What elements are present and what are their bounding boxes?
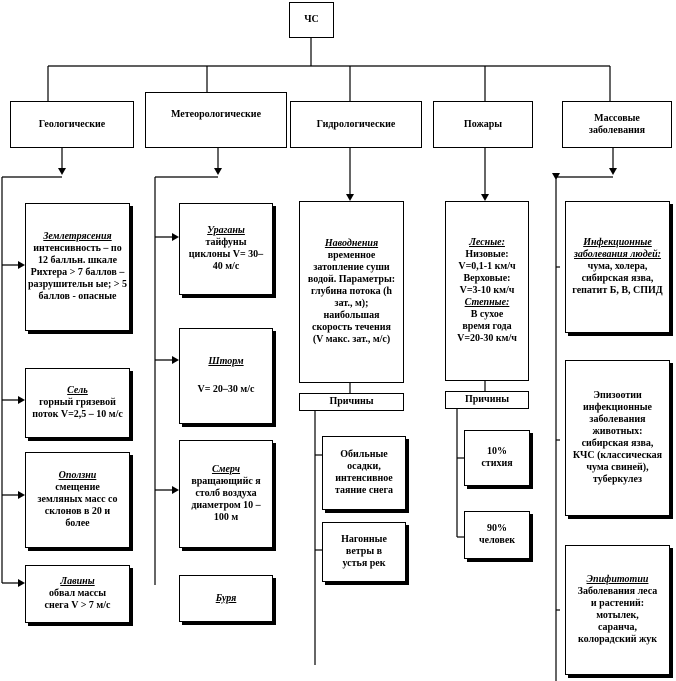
hurricane-box (179, 203, 273, 295)
human-infections-heading: Инфекционные заболевания людей: (574, 237, 661, 260)
steppe-fire-heading: Степные: (464, 297, 510, 308)
forest-top-speed: V=3-10 км/ч (459, 285, 515, 296)
earthquake-box (25, 203, 130, 331)
human-infections-text: чума, холера, сибирская язва, гепатит Б, В, СПИД (572, 261, 663, 296)
tempest-box (179, 575, 273, 622)
category-geological-label: Геологические (38, 118, 106, 130)
root-node (289, 2, 334, 38)
forest-low-label: Низовые: (465, 249, 509, 260)
flood-box (299, 201, 404, 383)
storm-text: V= 20–30 м/с (197, 384, 255, 395)
hydro-causes-label: Причины (329, 396, 374, 407)
landslide-heading: Оползни (58, 470, 97, 481)
tornado-box (179, 440, 273, 548)
category-fires-label: Пожары (463, 118, 503, 130)
animal-infections-text: Эпизоотии инфекционные заболевания животных: сибирская язва, КЧС (классическая чума свиней), туберкулез (572, 390, 663, 485)
category-epidemics-label: Массовые заболевания (588, 112, 646, 136)
earthquake-text: интенсивность – по 12 балльн. шкале Рихтера > 7 баллов – разрушительн ые; > 5 баллов - опасные (28, 243, 127, 302)
category-fires (433, 101, 533, 148)
landslide-box (25, 452, 130, 548)
fire-cause-nature (464, 430, 530, 486)
steppe-fire-text: В сухое время года V=20-30 км/ч (457, 309, 517, 344)
hydro-cause-precipitation (322, 436, 406, 510)
avalanche-heading: Лавины (60, 576, 95, 587)
tempest-heading: Буря (215, 592, 237, 604)
tornado-text: вращающийс я столб воздуха диаметром 10 – 100 м (191, 476, 261, 523)
fire-cause-human-text: 90% человек (478, 523, 516, 546)
hydro-cause-precipitation-text: Обильные осадки, интенсивное таяние снега (334, 449, 394, 496)
storm-heading: Шторм (208, 356, 244, 367)
fire-causes-box (445, 391, 529, 409)
avalanche-text: обвал массы снега V > 7 м/с (44, 588, 111, 611)
category-meteorological (145, 92, 287, 148)
fire-cause-human (464, 511, 530, 559)
hurricane-text: тайфуны циклоны V= 30–40 м/с (188, 237, 264, 272)
hydro-causes-box (299, 393, 404, 411)
category-hydrological-label: Гидрологические (316, 118, 396, 130)
category-geological (10, 101, 134, 148)
mudflow-box (25, 368, 130, 438)
plant-diseases-heading: Эпифитотии (586, 574, 649, 585)
forest-fire-heading: Лесные: (469, 237, 505, 248)
hydro-cause-winds (322, 522, 406, 582)
category-hydrological (290, 101, 422, 148)
landslide-text: смещение земляных масс со склонов в 20 и более (37, 482, 118, 529)
forest-top-label: Верховые: (463, 273, 511, 284)
forest-low-speed: V=0,1-1 км/ч (458, 261, 516, 272)
plant-diseases-text: Заболевания леса и растений: мотылек, саранча, колорадский жук (577, 586, 658, 645)
mudflow-text: горный грязевой поток V=2,5 – 10 м/с (32, 397, 123, 420)
avalanche-box (25, 565, 130, 623)
tornado-heading: Смерч (211, 464, 241, 475)
earthquake-heading: Землетрясения (43, 231, 112, 242)
hydro-cause-winds-text: Нагонные ветры в устья рек (341, 534, 387, 569)
fire-causes-label: Причины (464, 394, 510, 405)
flood-heading: Наводнения (324, 238, 379, 249)
human-infections-box (565, 201, 670, 333)
fire-cause-nature-text: 10% стихия (481, 446, 513, 469)
category-meteorological-label: Метеорологические (170, 109, 262, 120)
flood-text: временное затопление суши водой. Параметры: глубина потока (h зат., м); наибольшая скорость течения (V макс. зат., м/с) (307, 250, 396, 345)
root-label: ЧС (304, 14, 319, 25)
plant-diseases-box (565, 545, 670, 675)
hurricane-heading: Ураганы (207, 225, 245, 236)
fires-box (445, 201, 529, 381)
mudflow-heading: Сель (67, 385, 88, 396)
category-epidemics (562, 101, 672, 148)
animal-infections-box (565, 360, 670, 516)
storm-box (179, 328, 273, 424)
